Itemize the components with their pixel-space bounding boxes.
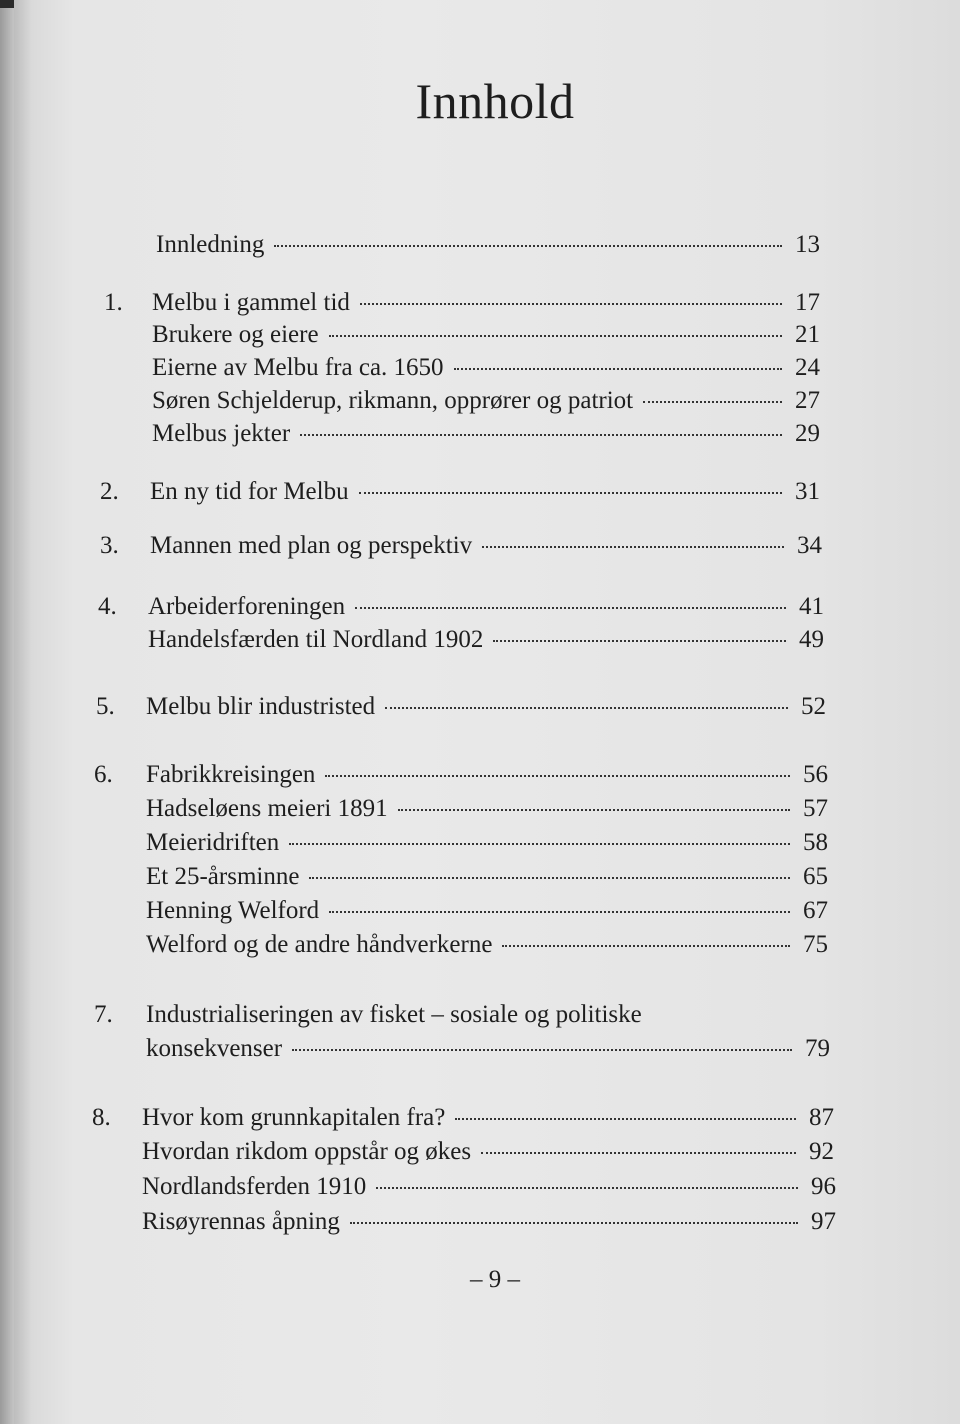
toc-entry-title: Welford og de andre håndverkerne <box>146 931 493 958</box>
toc-entry <box>146 896 828 926</box>
toc-entry <box>146 794 828 824</box>
toc-entry-page: 79 <box>805 1035 830 1062</box>
toc-entry <box>150 477 820 507</box>
toc-entry-title: Hvor kom grunnkapitalen fra? <box>142 1104 446 1131</box>
chapter-number: 1. <box>104 289 123 316</box>
dot-leader <box>329 911 790 913</box>
dot-leader <box>329 335 782 337</box>
toc-entry-title: Mannen med plan og perspektiv <box>150 532 473 559</box>
toc-entry <box>152 419 820 449</box>
toc-entry-title: Innledning <box>156 231 265 258</box>
toc-entry <box>142 1172 836 1202</box>
toc-entry-title: Arbeiderforeningen <box>148 593 346 620</box>
toc-entry-title: konsekvenser <box>146 1035 283 1062</box>
toc-entry-page: 96 <box>811 1173 836 1200</box>
toc-entry <box>146 828 828 858</box>
toc-entry <box>152 288 820 318</box>
dot-leader <box>643 401 782 403</box>
toc-entry-title: Hadseløens meieri 1891 <box>146 795 388 822</box>
toc-entry-title: Brukere og eiere <box>152 321 319 348</box>
page-title: Innhold <box>415 73 575 129</box>
toc-entry-page: 34 <box>797 532 822 559</box>
dot-leader <box>325 775 790 777</box>
toc-entry-title: Melbu i gammel tid <box>152 289 350 316</box>
toc-entry-title: En ny tid for Melbu <box>150 478 349 505</box>
toc-entry-title: Melbu blir industristed <box>146 693 376 720</box>
toc-entry-page: 57 <box>803 795 828 822</box>
toc-entry-continued <box>146 1000 830 1030</box>
dot-leader <box>350 1222 798 1224</box>
toc-entry-title: Henning Welford <box>146 897 320 924</box>
toc-entry <box>146 930 828 960</box>
toc-entry-page: 87 <box>809 1104 834 1131</box>
toc-entry <box>142 1103 834 1133</box>
dot-leader <box>376 1187 798 1189</box>
dot-leader <box>493 640 786 642</box>
toc-entry-page: 17 <box>795 289 820 316</box>
toc-entry <box>146 862 828 892</box>
chapter-number: 8. <box>92 1104 111 1131</box>
page-number-footer: – 9 – <box>470 1266 520 1293</box>
toc-entry-title: Nordlandsferden 1910 <box>142 1173 367 1200</box>
toc-entry-title: Fabrikkreisingen <box>146 761 316 788</box>
toc-entry-title: Meieridriften <box>146 829 280 856</box>
dot-leader <box>355 607 786 609</box>
toc-entry <box>152 386 820 416</box>
toc-entry-page: 29 <box>795 420 820 447</box>
toc-entry-introduction <box>156 230 820 260</box>
dot-leader <box>309 877 790 879</box>
toc-entry-page: 52 <box>801 693 826 720</box>
dot-leader <box>289 843 790 845</box>
toc-entry-page: 97 <box>811 1208 836 1235</box>
chapter-number: 3. <box>100 532 119 559</box>
toc-entry-title: Søren Schjelderup, rikmann, opprører og patriot <box>152 387 634 414</box>
toc-entry-page: 75 <box>803 931 828 958</box>
toc-entry-page: 58 <box>803 829 828 856</box>
dot-leader <box>481 1152 796 1154</box>
toc-entry <box>146 1034 830 1064</box>
toc-entry <box>148 592 824 622</box>
toc-entry-page: 41 <box>799 593 824 620</box>
dot-leader <box>359 492 782 494</box>
toc-entry-title: Et 25-årsminne <box>146 863 300 890</box>
dot-leader <box>455 1118 796 1120</box>
toc-entry <box>152 320 820 350</box>
dot-leader <box>300 434 782 436</box>
toc-entry <box>146 760 828 790</box>
dot-leader <box>274 245 782 247</box>
dot-leader <box>385 707 788 709</box>
toc-entry <box>148 625 824 655</box>
toc-entry-title: Handelsfærden til Nordland 1902 <box>148 626 484 653</box>
dot-leader <box>502 945 790 947</box>
toc-entry-page: 49 <box>799 626 824 653</box>
dot-leader <box>398 809 790 811</box>
toc-entry <box>150 531 822 561</box>
toc-entry-page: 92 <box>809 1138 834 1165</box>
toc-entry-page: 21 <box>795 321 820 348</box>
toc-entry-title: Hvordan rikdom oppstår og økes <box>142 1138 472 1165</box>
toc-entry-page: 27 <box>795 387 820 414</box>
chapter-number: 6. <box>94 761 113 788</box>
toc-entry <box>146 692 826 722</box>
chapter-number: 5. <box>96 693 115 720</box>
dot-leader <box>360 303 782 305</box>
toc-entry <box>142 1207 836 1237</box>
toc-entry-page: 56 <box>803 761 828 788</box>
toc-entry <box>152 353 820 383</box>
dot-leader <box>454 368 782 370</box>
toc-entry-page: 13 <box>795 231 820 258</box>
toc-entry-title: Eierne av Melbu fra ca. 1650 <box>152 354 444 381</box>
chapter-number: 2. <box>100 478 119 505</box>
toc-entry-title: Risøyrennas åpning <box>142 1208 340 1235</box>
chapter-number: 4. <box>98 593 117 620</box>
toc-entry <box>142 1137 834 1167</box>
toc-entry-page: 31 <box>795 478 820 505</box>
toc-entry-page: 24 <box>795 354 820 381</box>
toc-entry-title: Industrialiseringen av fisket – sosiale og politiske <box>146 1001 642 1028</box>
toc-entry-title: Melbus jekter <box>152 420 291 447</box>
dot-leader <box>482 546 784 548</box>
toc-entry-page: 67 <box>803 897 828 924</box>
chapter-number: 7. <box>94 1001 113 1028</box>
toc-entry-page: 65 <box>803 863 828 890</box>
dot-leader <box>292 1049 792 1051</box>
